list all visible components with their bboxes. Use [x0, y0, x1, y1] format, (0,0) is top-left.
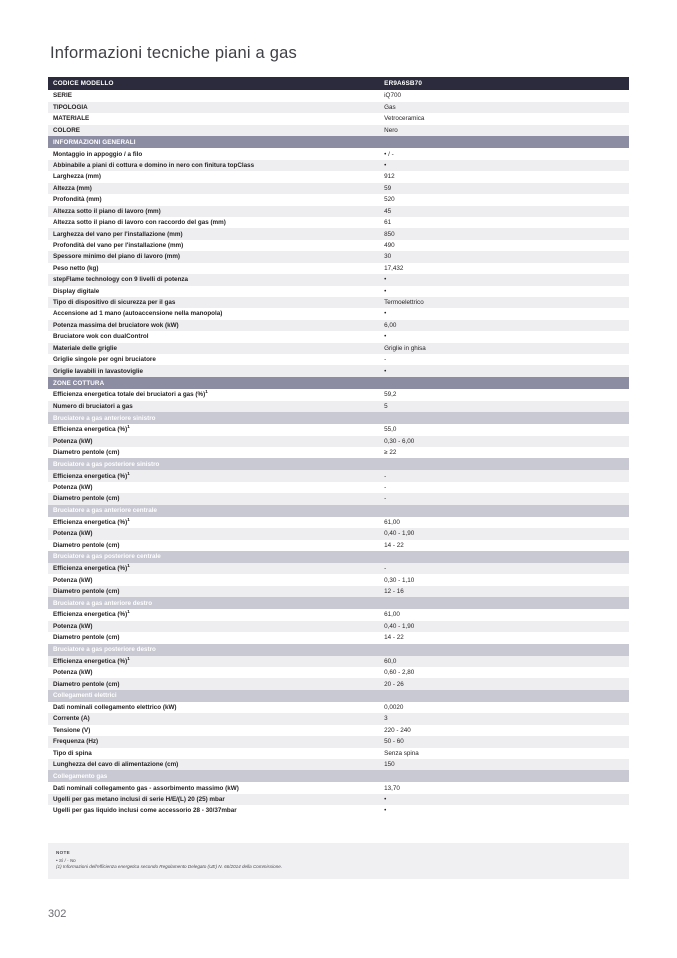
row-label: Diametro pentole (cm): [48, 586, 379, 597]
table-row: [48, 678, 629, 689]
table-row: [48, 320, 629, 331]
table-row: [48, 667, 629, 678]
section-header-label: ZONE COTTURA: [48, 377, 379, 389]
footnote-marker: 1: [127, 516, 130, 522]
row-value: •: [379, 308, 629, 319]
section-header-label: INFORMAZIONI GENERALI: [48, 136, 379, 148]
table-row: [48, 365, 629, 376]
row-label: Tipo di spina: [48, 748, 379, 759]
row-label: Corrente (A): [48, 713, 379, 724]
section-header-row: [48, 136, 629, 148]
row-label: Peso netto (kg): [48, 263, 379, 274]
row-label: Montaggio in appoggio / a filo: [48, 148, 379, 159]
table-row: [48, 794, 629, 805]
row-label: Ugelli per gas liquido inclusi come accessorio 28 - 30/37mbar: [48, 805, 379, 816]
row-label: Altezza sotto il piano di lavoro con raccordo del gas (mm): [48, 217, 379, 228]
row-value: 0,40 - 1,90: [379, 528, 629, 539]
footnote-marker: 1: [127, 470, 130, 476]
table-row: [48, 436, 629, 447]
row-label: Potenza (kW): [48, 621, 379, 632]
table-row: [48, 401, 629, 412]
specifications-table: [48, 77, 629, 817]
row-label: Efficienza energetica (%)$^1$: [48, 517, 379, 528]
row-value: 490: [379, 240, 629, 251]
row-label: stepFlame technology con 9 livelli di potenza: [48, 274, 379, 285]
table-row: [48, 586, 629, 597]
footnote-marker: 1: [127, 424, 130, 430]
row-value: 14 - 22: [379, 540, 629, 551]
footnote-marker: 1: [205, 389, 208, 395]
row-value: Senza spina: [379, 748, 629, 759]
footnote-marker: 1: [127, 609, 130, 615]
row-label: Diametro pentole (cm): [48, 540, 379, 551]
page-number: 302: [48, 908, 67, 920]
row-label: MATERIALE: [48, 113, 379, 124]
subsection-header-row: [48, 458, 629, 470]
row-value: 14 - 22: [379, 632, 629, 643]
row-value: -: [379, 563, 629, 574]
row-label: Larghezza (mm): [48, 171, 379, 182]
subsection-header-row: [48, 690, 629, 702]
table-row: [48, 251, 629, 262]
row-value: 5: [379, 401, 629, 412]
table-row: [48, 194, 629, 205]
section-header-row: [48, 377, 629, 389]
row-label: Potenza (kW): [48, 528, 379, 539]
row-value: 12 - 16: [379, 586, 629, 597]
table-row: [48, 297, 629, 308]
table-row: [48, 286, 629, 297]
row-label: Display digitale: [48, 286, 379, 297]
row-label: Profondità del vano per l'installazione (mm): [48, 240, 379, 251]
subsection-header-value: [379, 690, 629, 702]
notes-block: [48, 843, 629, 880]
row-label: Efficienza energetica (%)$^1$: [48, 563, 379, 574]
table-row: [48, 424, 629, 435]
subsection-header-label: Collegamenti elettrici: [48, 690, 379, 702]
table-row: [48, 308, 629, 319]
row-label: Efficienza energetica (%)$^1$: [48, 656, 379, 667]
row-label: Larghezza del vano per l'installazione (mm): [48, 228, 379, 239]
row-value: 912: [379, 171, 629, 182]
subsection-header-label: Bruciatore a gas anteriore sinistro: [48, 412, 379, 424]
table-row: [48, 656, 629, 667]
row-label: Materiale delle griglie: [48, 343, 379, 354]
row-value: -: [379, 470, 629, 481]
row-label: Efficienza energetica totale dei bruciatori a gas (%)$^1$: [48, 389, 379, 400]
row-value: 17,432: [379, 263, 629, 274]
row-value: Nero: [379, 125, 629, 136]
table-row: [48, 470, 629, 481]
subsection-header-value: [379, 412, 629, 424]
table-row: [48, 540, 629, 551]
row-value: 45: [379, 206, 629, 217]
row-value: Vetroceramica: [379, 113, 629, 124]
row-value: 59: [379, 183, 629, 194]
table-row: [48, 725, 629, 736]
table-body: [48, 77, 629, 817]
table-row: [48, 748, 629, 759]
subsection-header-row: [48, 412, 629, 424]
row-value: 59,2: [379, 389, 629, 400]
row-value: 13,70: [379, 782, 629, 793]
row-value: 0,40 - 1,90: [379, 621, 629, 632]
row-label: Dati nominali collegamento gas - assorbimento massimo (kW): [48, 782, 379, 793]
row-label: Diametro pentole (cm): [48, 493, 379, 504]
footnote-marker: 1: [127, 655, 130, 661]
table-row: [48, 621, 629, 632]
row-value: 0,0020: [379, 702, 629, 713]
row-value: -: [379, 354, 629, 365]
subsection-header-row: [48, 597, 629, 609]
subsection-header-value: [379, 458, 629, 470]
table-row: [48, 102, 629, 113]
subsection-header-label: Bruciatore a gas posteriore destro: [48, 644, 379, 656]
row-label: Dati nominali collegamento elettrico (kW): [48, 702, 379, 713]
table-row: [48, 447, 629, 458]
table-row: [48, 574, 629, 585]
row-label: Diametro pentole (cm): [48, 678, 379, 689]
table-row: [48, 759, 629, 770]
subsection-header-label: Bruciatore a gas anteriore centrale: [48, 505, 379, 517]
table-row: [48, 563, 629, 574]
model-header-row: [48, 77, 629, 90]
row-value: Termoelettrico: [379, 297, 629, 308]
row-label: Potenza (kW): [48, 436, 379, 447]
subsection-header-value: [379, 597, 629, 609]
note-line: (1) Informazioni dell'efficienza energetica secondo Regolamento Delegato (UE) N. 66/2014 della Commissione.: [56, 864, 283, 870]
table-row: [48, 274, 629, 285]
row-label: Frequenza (Hz): [48, 736, 379, 747]
table-row: [48, 782, 629, 793]
row-label: Accensione ad 1 mano (autoaccensione nella manopola): [48, 308, 379, 319]
footnote-marker: 1: [127, 563, 130, 569]
row-value: 0,30 - 6,00: [379, 436, 629, 447]
table-row: [48, 805, 629, 816]
table-row: [48, 713, 629, 724]
row-label: Efficienza energetica (%)$^1$: [48, 609, 379, 620]
row-label: Potenza (kW): [48, 667, 379, 678]
row-label: Ugelli per gas metano inclusi di serie H/E/(L) 20 (25) mbar: [48, 794, 379, 805]
table-row: [48, 632, 629, 643]
row-label: Diametro pentole (cm): [48, 447, 379, 458]
row-label: Diametro pentole (cm): [48, 632, 379, 643]
subsection-header-row: [48, 551, 629, 563]
table-row: [48, 90, 629, 101]
subsection-header-value: [379, 644, 629, 656]
subsection-header-row: [48, 770, 629, 782]
row-label: Altezza (mm): [48, 183, 379, 194]
row-value: 61,00: [379, 517, 629, 528]
table-row: [48, 113, 629, 124]
table-row: [48, 343, 629, 354]
section-header-value: [379, 136, 629, 148]
row-value: 520: [379, 194, 629, 205]
subsection-header-label: Collegamento gas: [48, 770, 379, 782]
row-value: 61,00: [379, 609, 629, 620]
row-label: Numero di bruciatori a gas: [48, 401, 379, 412]
row-label: Griglie lavabili in lavastoviglie: [48, 365, 379, 376]
row-label: Potenza (kW): [48, 482, 379, 493]
table-row: [48, 125, 629, 136]
row-value: 3: [379, 713, 629, 724]
row-label: Abbinabile a piani di cottura e domino in nero con finitura topClass: [48, 160, 379, 171]
row-value: -: [379, 482, 629, 493]
row-label: Altezza sotto il piano di lavoro (mm): [48, 206, 379, 217]
row-value: 850: [379, 228, 629, 239]
row-label: Potenza (kW): [48, 574, 379, 585]
row-value: Griglie in ghisa: [379, 343, 629, 354]
table-row: [48, 609, 629, 620]
row-label: Bruciatore wok con dualControl: [48, 331, 379, 342]
row-value: 0,60 - 2,80: [379, 667, 629, 678]
subsection-header-value: [379, 770, 629, 782]
table-row: [48, 183, 629, 194]
table-row: [48, 217, 629, 228]
model-header-value: ER9A6SB70: [379, 77, 629, 90]
row-label: Profondità (mm): [48, 194, 379, 205]
row-label: Efficienza energetica (%)$^1$: [48, 470, 379, 481]
table-row: [48, 482, 629, 493]
table-row: [48, 331, 629, 342]
row-label: Lunghezza del cavo di alimentazione (cm): [48, 759, 379, 770]
row-value: •: [379, 274, 629, 285]
table-row: [48, 240, 629, 251]
row-value: •: [379, 365, 629, 376]
table-row: [48, 702, 629, 713]
row-value: •: [379, 794, 629, 805]
row-value: •: [379, 805, 629, 816]
row-value: 150: [379, 759, 629, 770]
row-value: ≥ 22: [379, 447, 629, 458]
row-value: • / -: [379, 148, 629, 159]
section-header-value: [379, 377, 629, 389]
page-title: Informazioni tecniche piani a gas: [50, 44, 297, 62]
row-value: •: [379, 160, 629, 171]
subsection-header-label: Bruciatore a gas posteriore centrale: [48, 551, 379, 563]
table-row: [48, 354, 629, 365]
subsection-header-value: [379, 551, 629, 563]
subsection-header-label: Bruciatore a gas posteriore sinistro: [48, 458, 379, 470]
row-value: 20 - 26: [379, 678, 629, 689]
row-label: Potenza massima del bruciatore wok (kW): [48, 320, 379, 331]
row-value: -: [379, 493, 629, 504]
note-line: • Sì / - No: [56, 857, 76, 863]
table-row: [48, 206, 629, 217]
table-row: [48, 736, 629, 747]
table-row: [48, 389, 629, 400]
row-value: iQ700: [379, 90, 629, 101]
row-label: SERIE: [48, 90, 379, 101]
row-value: •: [379, 286, 629, 297]
table-row: [48, 528, 629, 539]
table-row: [48, 171, 629, 182]
table-row: [48, 160, 629, 171]
table-row: [48, 493, 629, 504]
row-value: 61: [379, 217, 629, 228]
row-value: 55,0: [379, 424, 629, 435]
row-value: Gas: [379, 102, 629, 113]
row-value: •: [379, 331, 629, 342]
table-row: [48, 517, 629, 528]
row-value: 0,30 - 1,10: [379, 574, 629, 585]
notes-title: NOTE: [56, 849, 70, 855]
table-row: [48, 228, 629, 239]
row-label: Griglie singole per ogni bruciatore: [48, 354, 379, 365]
subsection-header-row: [48, 644, 629, 656]
row-value: 60,0: [379, 656, 629, 667]
subsection-header-label: Bruciatore a gas anteriore destro: [48, 597, 379, 609]
row-value: 50 - 60: [379, 736, 629, 747]
row-label: Efficienza energetica (%)$^1$: [48, 424, 379, 435]
row-label: COLORE: [48, 125, 379, 136]
row-value: 6,00: [379, 320, 629, 331]
row-label: Tensione (V): [48, 725, 379, 736]
table-row: [48, 148, 629, 159]
subsection-header-value: [379, 505, 629, 517]
row-label: Tipo di dispositivo di sicurezza per il gas: [48, 297, 379, 308]
row-value: 30: [379, 251, 629, 262]
subsection-header-row: [48, 505, 629, 517]
row-value: 220 - 240: [379, 725, 629, 736]
table-row: [48, 263, 629, 274]
model-header-label: CODICE MODELLO: [48, 77, 379, 90]
row-label: Spessore minimo del piano di lavoro (mm): [48, 251, 379, 262]
row-label: TIPOLOGIA: [48, 102, 379, 113]
